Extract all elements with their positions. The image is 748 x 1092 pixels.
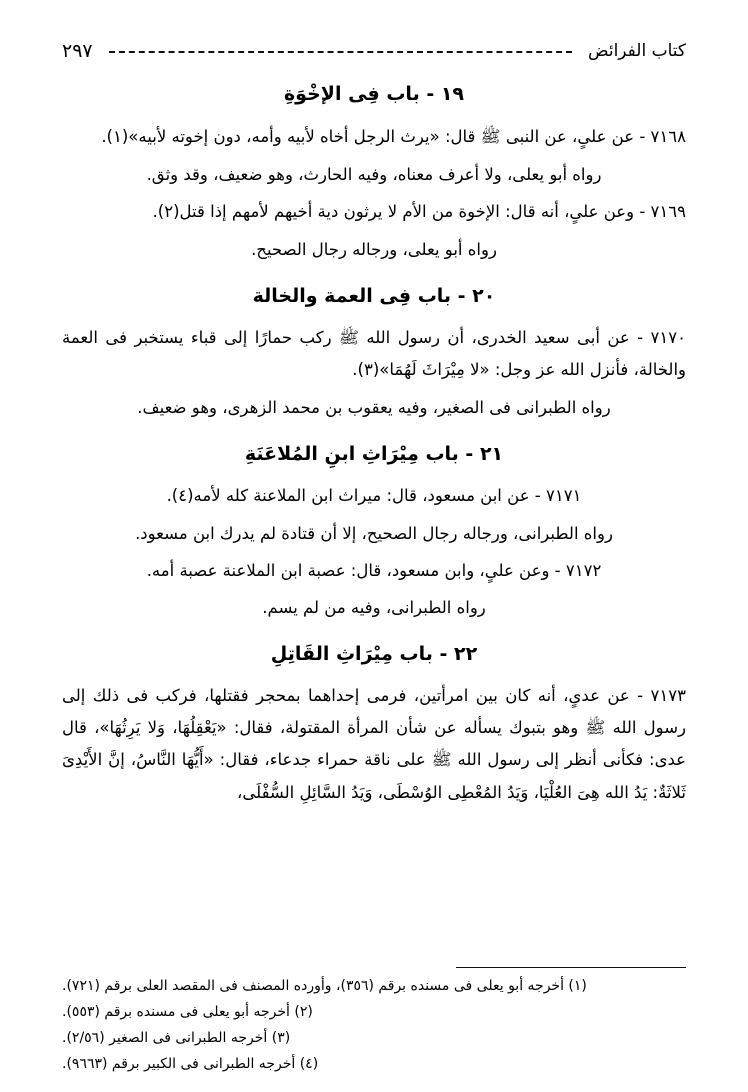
- footnote-3: (٣) أخرجه الطبرانى فى الصغير (٢/٥٦).: [62, 1030, 291, 1047]
- footnote-1: (١) أخرجه أبو يعلى فى مسنده برقم (٣٥٦)، وأورده المصنف فى المقصد العلى برقم (٧٢١).: [62, 978, 587, 995]
- hadith-7169: ٧١٦٩ - وعن علىٍ، أنه قال: الإخوة من الأم لا يرثون دية أخيهم لأمهم إذا قتل(٢).: [152, 202, 686, 222]
- note-7169: رواه أبو يعلى، ورجاله رجال الصحيح.: [251, 240, 497, 260]
- footnote-4: (٤) أخرجه الطبرانى فى الكبير برقم (٩٦٦٣).: [62, 1056, 319, 1073]
- chapter-heading-19: ١٩ - باب فِى الإخْوَةِ: [283, 83, 465, 105]
- note-7170: رواه الطبرانى فى الصغير، وفيه يعقوب بن محمد الزهرى، وهو ضعيف.: [137, 398, 611, 418]
- note-7168: رواه أبو يعلى، ولا أعرف معناه، وفيه الحارث، وهو ضعيف، وقد وثق.: [146, 164, 602, 184]
- hadith-7172: ٧١٧٢ - وعن علىٍ، وابن مسعود، قال: عصبة ابن الملاعنة عصبة أمه.: [146, 560, 602, 580]
- note-7172: رواه الطبرانى، وفيه من لم يسم.: [262, 598, 486, 618]
- hadith-7171: ٧١٧١ - عن ابن مسعود، قال: ميراث ابن الملاعنة كله لأمه(٤).: [166, 486, 582, 506]
- book-title: كتاب الفرائض: [588, 41, 686, 61]
- chapter-heading-21: ٢١ - باب مِيْرَاثِ ابنِ المُلاعَنَةِ: [244, 442, 504, 465]
- footnote-2: (٢) أخرجه أبو يعلى فى مسنده برقم (٥٥٣).: [62, 1004, 313, 1021]
- chapter-heading-20: ٢٠ - باب فِى العمة والخالة: [252, 284, 496, 307]
- hadith-7170: ٧١٧٠ - عن أبى سعيد الخدرى، أن رسول الله ﷺ ركب حمارًا إلى قباء يستخبر فى العمة والخالة، فأنزل الله عز وجل: «لا مِيْرَاثَ لَهُمَا»(٣).: [62, 328, 686, 380]
- page-number: ٢٩٧: [62, 40, 93, 62]
- page-header: [62, 40, 686, 62]
- note-7171: رواه الطبرانى، ورجاله رجال الصحيح، إلا أن قتادة لم يدرك ابن مسعود.: [135, 523, 613, 543]
- footnotes-block: [62, 967, 686, 1078]
- hadith-7168: ٧١٦٨ - عن علىٍ، عن النبى ﷺ قال: «يرث الرجل أخاه لأبيه وأمه، دون إخوته لأبيه»(١).: [101, 126, 686, 146]
- hadith-7173: ٧١٧٣ - عن عدىٍ، أنه كان بين امرأتين، فرمى إحداهما بمحجر فقتلها، فركب فى ذلك إلى رسول الله ﷺ وهو بتبوك يسأله عن شأن المرأة المقتولة، فقال: «يَعْقِلُهَا، وَلا يَرِثُهَا»، قال عدى: فكأنى أنظر إلى رسول الله ﷺ على ناقة حمراء جدعاء، فقال: «أَيُّهَا النَّاسُ، إنَّ الأَيْدِىَ ثَلاثَةٌ: يَدُ الله هِىَ العُلْيَا، وَيَدُ المُعْطِى الوُسْطَى، وَيَدُ السَّائِلِ السُّفْلَى،: [62, 686, 686, 802]
- footnote-separator: [456, 967, 686, 968]
- header-rule: [109, 51, 572, 53]
- chapter-heading-22: ٢٢ - باب مِيْرَاثِ القَاتِلِ: [270, 642, 478, 665]
